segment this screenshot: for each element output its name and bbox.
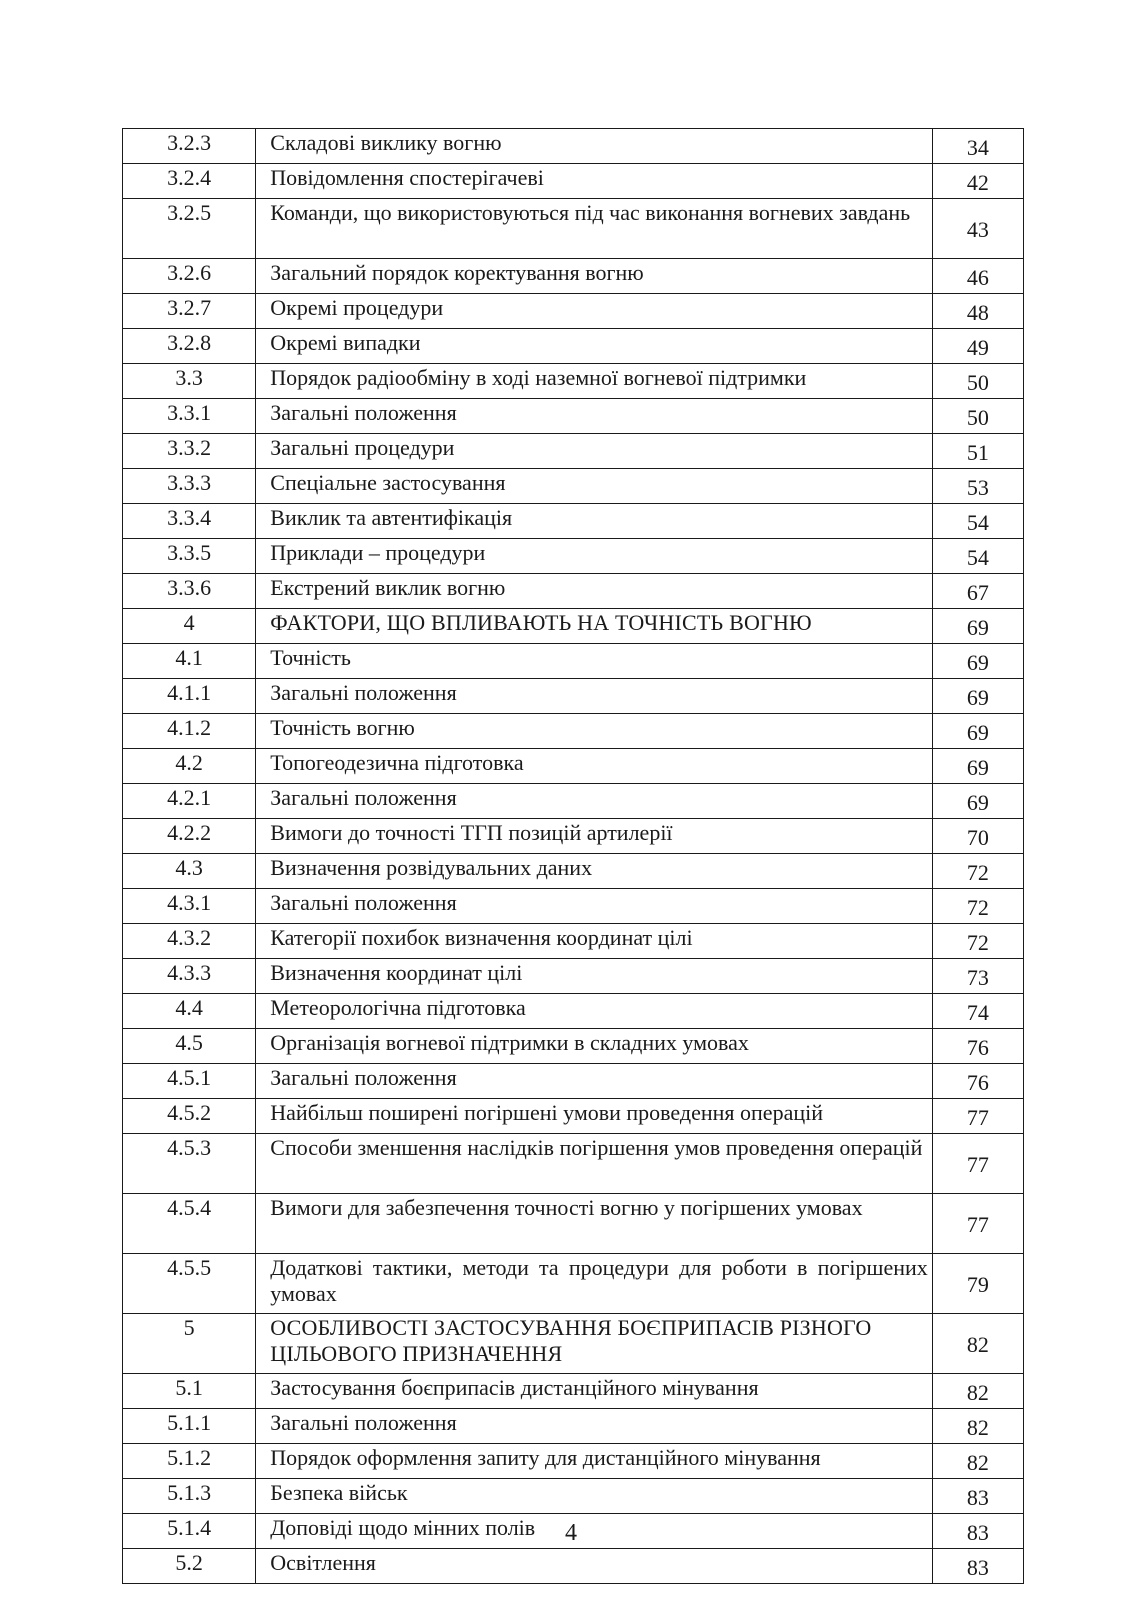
toc-row: [123, 574, 1024, 609]
toc-section-number: 4.3.1: [123, 889, 256, 924]
toc-section-title: Топогеодезична підготовка: [256, 749, 933, 784]
toc-section-title: Загальні положення: [256, 889, 933, 924]
toc-section-number: 5.1.4: [123, 1514, 256, 1549]
toc-section-number: 5.2: [123, 1549, 256, 1584]
toc-section-number: 4.2: [123, 749, 256, 784]
toc-row: [123, 1479, 1024, 1514]
toc-page-number: 51: [932, 434, 1023, 469]
toc-row: [123, 259, 1024, 294]
toc-row: [123, 1254, 1024, 1314]
toc-section-title: Загальні положення: [256, 1409, 933, 1444]
toc-section-number: 3.3.3: [123, 469, 256, 504]
toc-section-number: 3.2.5: [123, 199, 256, 259]
toc-page-number: 69: [932, 749, 1023, 784]
table-of-contents: [122, 128, 1024, 1584]
toc-section-title: Способи зменшення наслідків погіршення умов проведення операцій: [256, 1134, 933, 1194]
toc-row: [123, 1099, 1024, 1134]
toc-section-number: 4.4: [123, 994, 256, 1029]
toc-row: [123, 1314, 1024, 1374]
toc-row: [123, 819, 1024, 854]
toc-page-number: 70: [932, 819, 1023, 854]
toc-section-number: 3.3.2: [123, 434, 256, 469]
toc-section-number: 3.3.4: [123, 504, 256, 539]
toc-section-title: Точність: [256, 644, 933, 679]
toc-section-number: 4.2.1: [123, 784, 256, 819]
toc-section-number: 4.3.3: [123, 959, 256, 994]
toc-section-number: 3.3: [123, 364, 256, 399]
toc-section-title: Спеціальне застосування: [256, 469, 933, 504]
toc-section-number: 4.5.4: [123, 1194, 256, 1254]
toc-row: [123, 539, 1024, 574]
toc-row: [123, 644, 1024, 679]
toc-row: [123, 329, 1024, 364]
toc-page-number: 49: [932, 329, 1023, 364]
toc-section-number: 4.5.2: [123, 1099, 256, 1134]
toc-row: [123, 434, 1024, 469]
toc-page-number: 69: [932, 714, 1023, 749]
toc-page-number: 76: [932, 1029, 1023, 1064]
toc-section-title: Повідомлення спостерігачеві: [256, 164, 933, 199]
toc-section-number: 5: [123, 1314, 256, 1374]
toc-section-title: Порядок радіообміну в ході наземної вогневої підтримки: [256, 364, 933, 399]
toc-page-number: 67: [932, 574, 1023, 609]
toc-page-number: 50: [932, 364, 1023, 399]
toc-section-title: Застосування боєприпасів дистанційного мінування: [256, 1374, 933, 1409]
toc-section-number: 4.2.2: [123, 819, 256, 854]
toc-page-number: 69: [932, 644, 1023, 679]
toc-row: [123, 1194, 1024, 1254]
toc-page-number: 48: [932, 294, 1023, 329]
toc-section-title: Освітлення: [256, 1549, 933, 1584]
toc-page-number: 83: [932, 1479, 1023, 1514]
toc-page-number: 42: [932, 164, 1023, 199]
toc-section-title: Метеорологічна підготовка: [256, 994, 933, 1029]
toc-row: [123, 164, 1024, 199]
toc-row: [123, 399, 1024, 434]
toc-section-title: Загальний порядок коректування вогню: [256, 259, 933, 294]
toc-section-number: 5.1.2: [123, 1444, 256, 1479]
toc-page-number: 69: [932, 609, 1023, 644]
toc-section-title: Порядок оформлення запиту для дистанційного мінування: [256, 1444, 933, 1479]
toc-section-title: Загальні положення: [256, 784, 933, 819]
toc-page-number: 69: [932, 679, 1023, 714]
toc-row: [123, 1549, 1024, 1584]
toc-section-number: 3.3.5: [123, 539, 256, 574]
toc-section-number: 4.1: [123, 644, 256, 679]
toc-section-number: 3.3.6: [123, 574, 256, 609]
toc-section-title: Вимоги для забезпечення точності вогню у погіршених умовах: [256, 1194, 933, 1254]
toc-row: [123, 1374, 1024, 1409]
toc-section-number: 3.2.4: [123, 164, 256, 199]
toc-row: [123, 504, 1024, 539]
toc-section-number: 4.1.1: [123, 679, 256, 714]
toc-row: [123, 889, 1024, 924]
toc-row: [123, 129, 1024, 164]
toc-section-number: 3.2.7: [123, 294, 256, 329]
toc-section-number: 5.1.3: [123, 1479, 256, 1514]
toc-row: [123, 924, 1024, 959]
toc-page-number: 83: [932, 1514, 1023, 1549]
toc-section-number: 3.2.8: [123, 329, 256, 364]
toc-section-title: Доповіді щодо мінних полів: [256, 1514, 933, 1549]
toc-page-number: 73: [932, 959, 1023, 994]
toc-section-number: 5.1: [123, 1374, 256, 1409]
toc-row: [123, 784, 1024, 819]
toc-section-title: Загальні процедури: [256, 434, 933, 469]
toc-row: [123, 609, 1024, 644]
toc-section-title: Екстрений виклик вогню: [256, 574, 933, 609]
toc-row: [123, 1444, 1024, 1479]
toc-row: [123, 749, 1024, 784]
toc-section-title: Точність вогню: [256, 714, 933, 749]
toc-section-title: Визначення розвідувальних даних: [256, 854, 933, 889]
toc-section-number: 4.5: [123, 1029, 256, 1064]
toc-section-number: 3.3.1: [123, 399, 256, 434]
toc-page-number: 76: [932, 1064, 1023, 1099]
toc-page-number: 77: [932, 1099, 1023, 1134]
toc-row: [123, 469, 1024, 504]
toc-section-title: ФАКТОРИ, ЩО ВПЛИВАЮТЬ НА ТОЧНІСТЬ ВОГНЮ: [256, 609, 933, 644]
toc-section-title: Окремі процедури: [256, 294, 933, 329]
toc-section-title: Команди, що використовуються під час виконання вогневих завдань: [256, 199, 933, 259]
toc-row: [123, 364, 1024, 399]
toc-section-title: Категорії похибок визначення координат цілі: [256, 924, 933, 959]
toc-section-title: Складові виклику вогню: [256, 129, 933, 164]
toc-page-number: 34: [932, 129, 1023, 164]
toc-page-number: 82: [932, 1374, 1023, 1409]
page-number: 4: [565, 1520, 577, 1546]
toc-section-number: 4.5.3: [123, 1134, 256, 1194]
toc-section-title: Організація вогневої підтримки в складних умовах: [256, 1029, 933, 1064]
toc-page-number: 82: [932, 1409, 1023, 1444]
toc-row: [123, 959, 1024, 994]
toc-section-title: Загальні положення: [256, 399, 933, 434]
toc-page-number: 77: [932, 1134, 1023, 1194]
toc-page-number: 83: [932, 1549, 1023, 1584]
toc-page-number: 53: [932, 469, 1023, 504]
toc-section-title: Загальні положення: [256, 679, 933, 714]
toc-page-number: 54: [932, 539, 1023, 574]
toc-row: [123, 1409, 1024, 1444]
toc-page-number: 69: [932, 784, 1023, 819]
toc-page-number: 72: [932, 889, 1023, 924]
toc-page-number: 82: [932, 1314, 1023, 1374]
toc-section-title: Найбільш поширені погіршені умови проведення операцій: [256, 1099, 933, 1134]
toc-section-title: Виклик та автентифікація: [256, 504, 933, 539]
toc-page-number: 50: [932, 399, 1023, 434]
toc-page-number: 54: [932, 504, 1023, 539]
toc-section-title: Приклади – процедури: [256, 539, 933, 574]
toc-section-number: 4.3: [123, 854, 256, 889]
toc-section-title: Загальні положення: [256, 1064, 933, 1099]
toc-row: [123, 1029, 1024, 1064]
toc-section-number: 4.3.2: [123, 924, 256, 959]
toc-page-number: 74: [932, 994, 1023, 1029]
toc-section-title: Визначення координат цілі: [256, 959, 933, 994]
toc-page-number: 82: [932, 1444, 1023, 1479]
toc-section-title: Окремі випадки: [256, 329, 933, 364]
toc-page-number: 46: [932, 259, 1023, 294]
toc-section-number: 3.2.3: [123, 129, 256, 164]
toc-row: [123, 994, 1024, 1029]
toc-section-number: 3.2.6: [123, 259, 256, 294]
toc-row: [123, 1134, 1024, 1194]
toc-section-number: 4.1.2: [123, 714, 256, 749]
toc-row: [123, 294, 1024, 329]
toc-section-number: 4.5.5: [123, 1254, 256, 1314]
toc-section-number: 5.1.1: [123, 1409, 256, 1444]
toc-section-number: 4.5.1: [123, 1064, 256, 1099]
toc-section-number: 4: [123, 609, 256, 644]
toc-page-number: 77: [932, 1194, 1023, 1254]
toc-section-title: Додаткові тактики, методи та процедури для роботи в погіршених умовах: [256, 1254, 933, 1314]
toc-section-title: Безпека військ: [256, 1479, 933, 1514]
toc-section-title: ОСОБЛИВОСТІ ЗАСТОСУВАННЯ БОЄПРИПАСІВ РІЗНОГО ЦІЛЬОВОГО ПРИЗНАЧЕННЯ: [256, 1314, 933, 1374]
toc-row: [123, 679, 1024, 714]
toc-section-title: Вимоги до точності ТГП позицій артилерії: [256, 819, 933, 854]
toc-page-number: 72: [932, 854, 1023, 889]
toc-row: [123, 199, 1024, 259]
toc-page-number: 79: [932, 1254, 1023, 1314]
toc-page-number: 43: [932, 199, 1023, 259]
toc-body: [123, 129, 1024, 1584]
toc-row: [123, 1064, 1024, 1099]
toc-row: [123, 854, 1024, 889]
toc-page-number: 72: [932, 924, 1023, 959]
toc-row: [123, 714, 1024, 749]
